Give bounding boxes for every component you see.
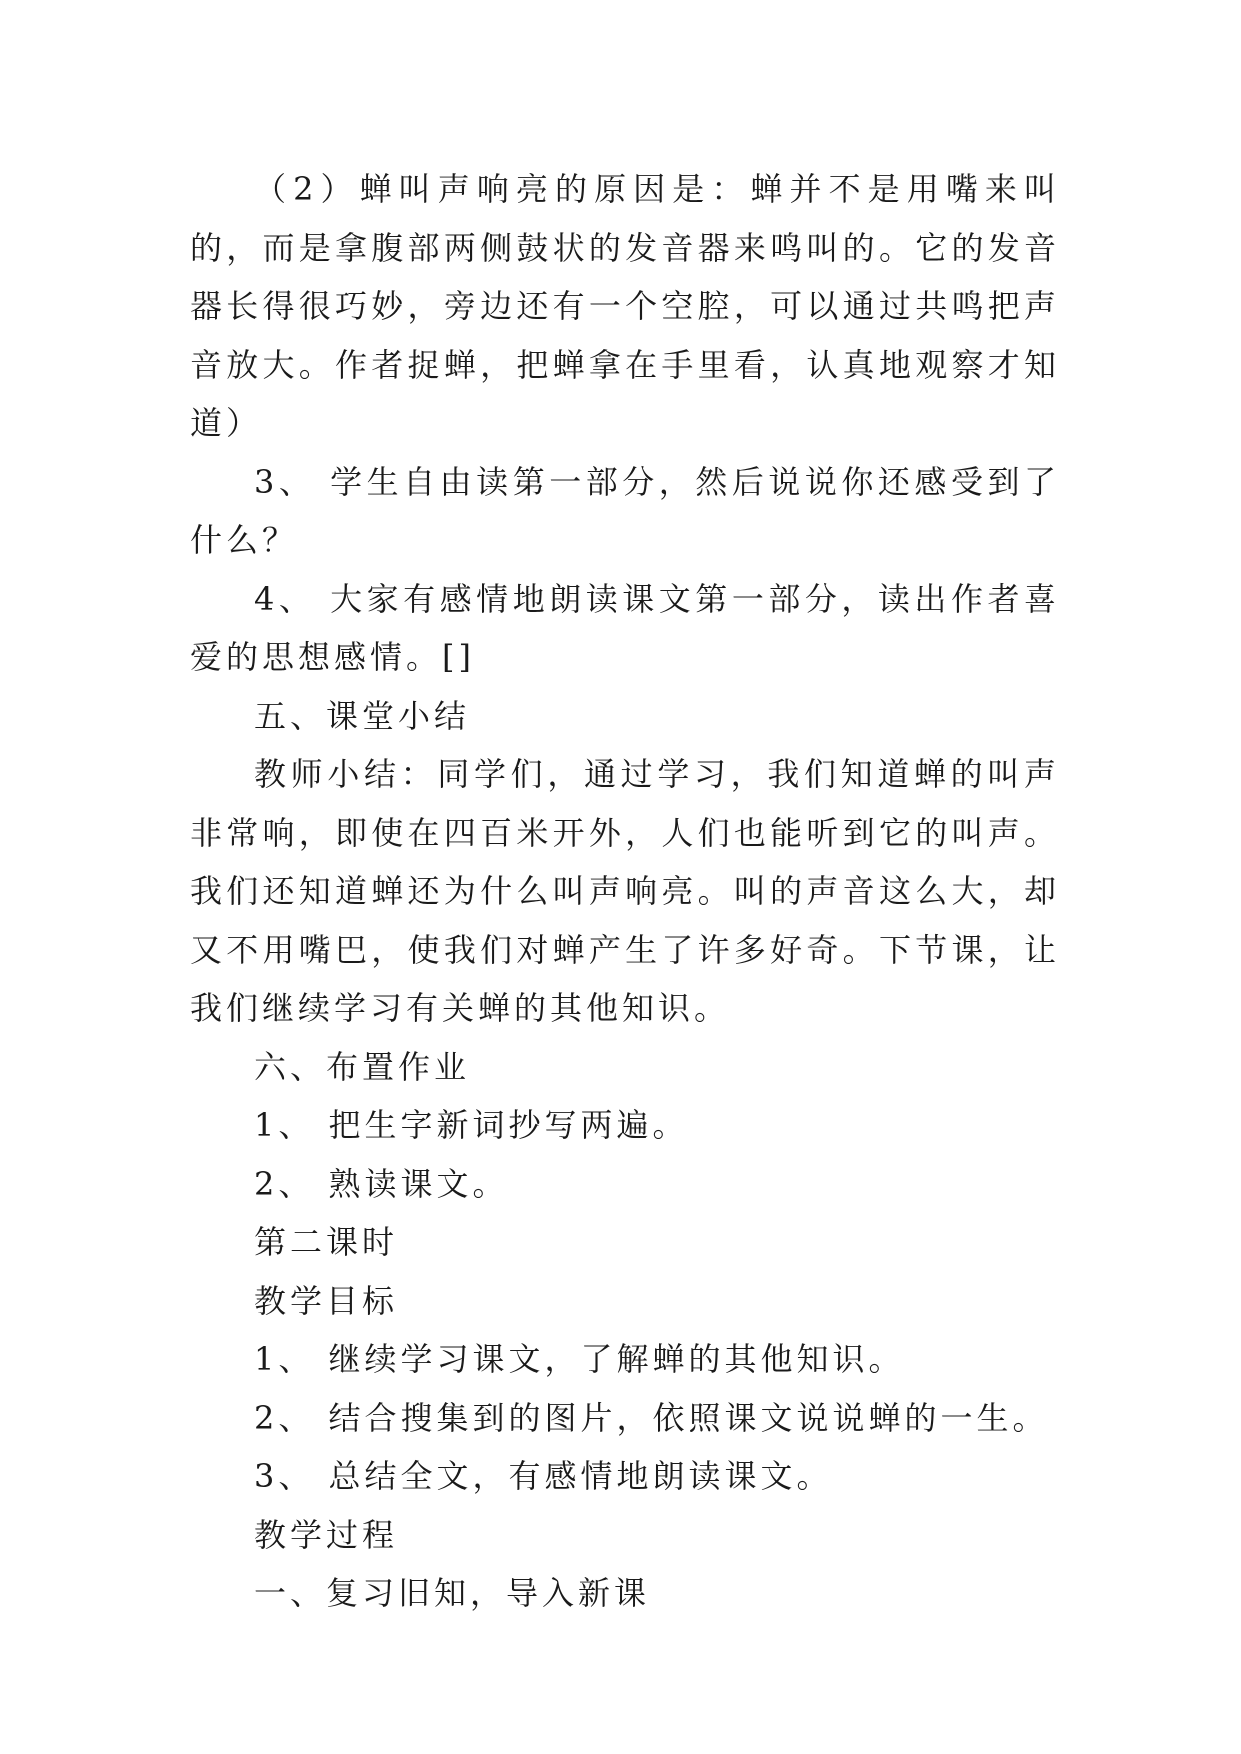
document-body <box>190 160 1060 1623</box>
paragraph-teacher-summary: 教师小结：同学们，通过学习，我们知道蝉的叫声非常响，即使在四百米开外，人们也能听到它的叫声。我们还知道蝉还为什么叫声响亮。叫的声音这么大，却又不用嘴巴，使我们对蝉产生了许多好奇。下节课，让我们继续学习有关蝉的其他知识。 <box>190 755 1060 1027</box>
section-heading-class-summary: 五、课堂小结 <box>254 696 471 735</box>
goal-item-1: 1、 继续学习课文，了解蝉的其他知识。 <box>254 1340 905 1378</box>
paragraph-cicada-sound-reason: （2）蝉叫声响亮的原因是：蝉并不是用嘴来叫的，而是拿腹部两侧鼓状的发音器来鸣叫的。它的发音器长得很巧妙，旁边还有一个空腔，可以通过共鸣把声音放大。作者捉蝉，把蝉拿在手里看，认真地观察才知道） <box>190 170 1060 442</box>
process-step-1: 一、复习旧知，导入新课 <box>254 1574 651 1612</box>
paragraph-step-3: 3、 学生自由读第一部分，然后说说你还感受到了什么？ <box>190 462 1060 559</box>
section-heading-homework: 六、布置作业 <box>254 1047 471 1086</box>
homework-item-2: 2、 熟读课文。 <box>254 1164 509 1203</box>
section-heading-teaching-goals: 教学目标 <box>254 1281 399 1320</box>
homework-item-1: 1、 把生字新词抄写两遍。 <box>254 1106 689 1144</box>
goal-item-2: 2、 结合搜集到的图片，依照课文说说蝉的一生。 <box>254 1398 1049 1437</box>
goal-item-3: 3、 总结全文，有感情地朗读课文。 <box>254 1457 833 1495</box>
paragraph-step-4: 4、 大家有感情地朗读课文第一部分，读出作者喜爱的思想感情。[] <box>190 579 1060 676</box>
section-heading-teaching-process: 教学过程 <box>254 1515 399 1554</box>
lesson-heading-second-period: 第二课时 <box>254 1223 399 1261</box>
